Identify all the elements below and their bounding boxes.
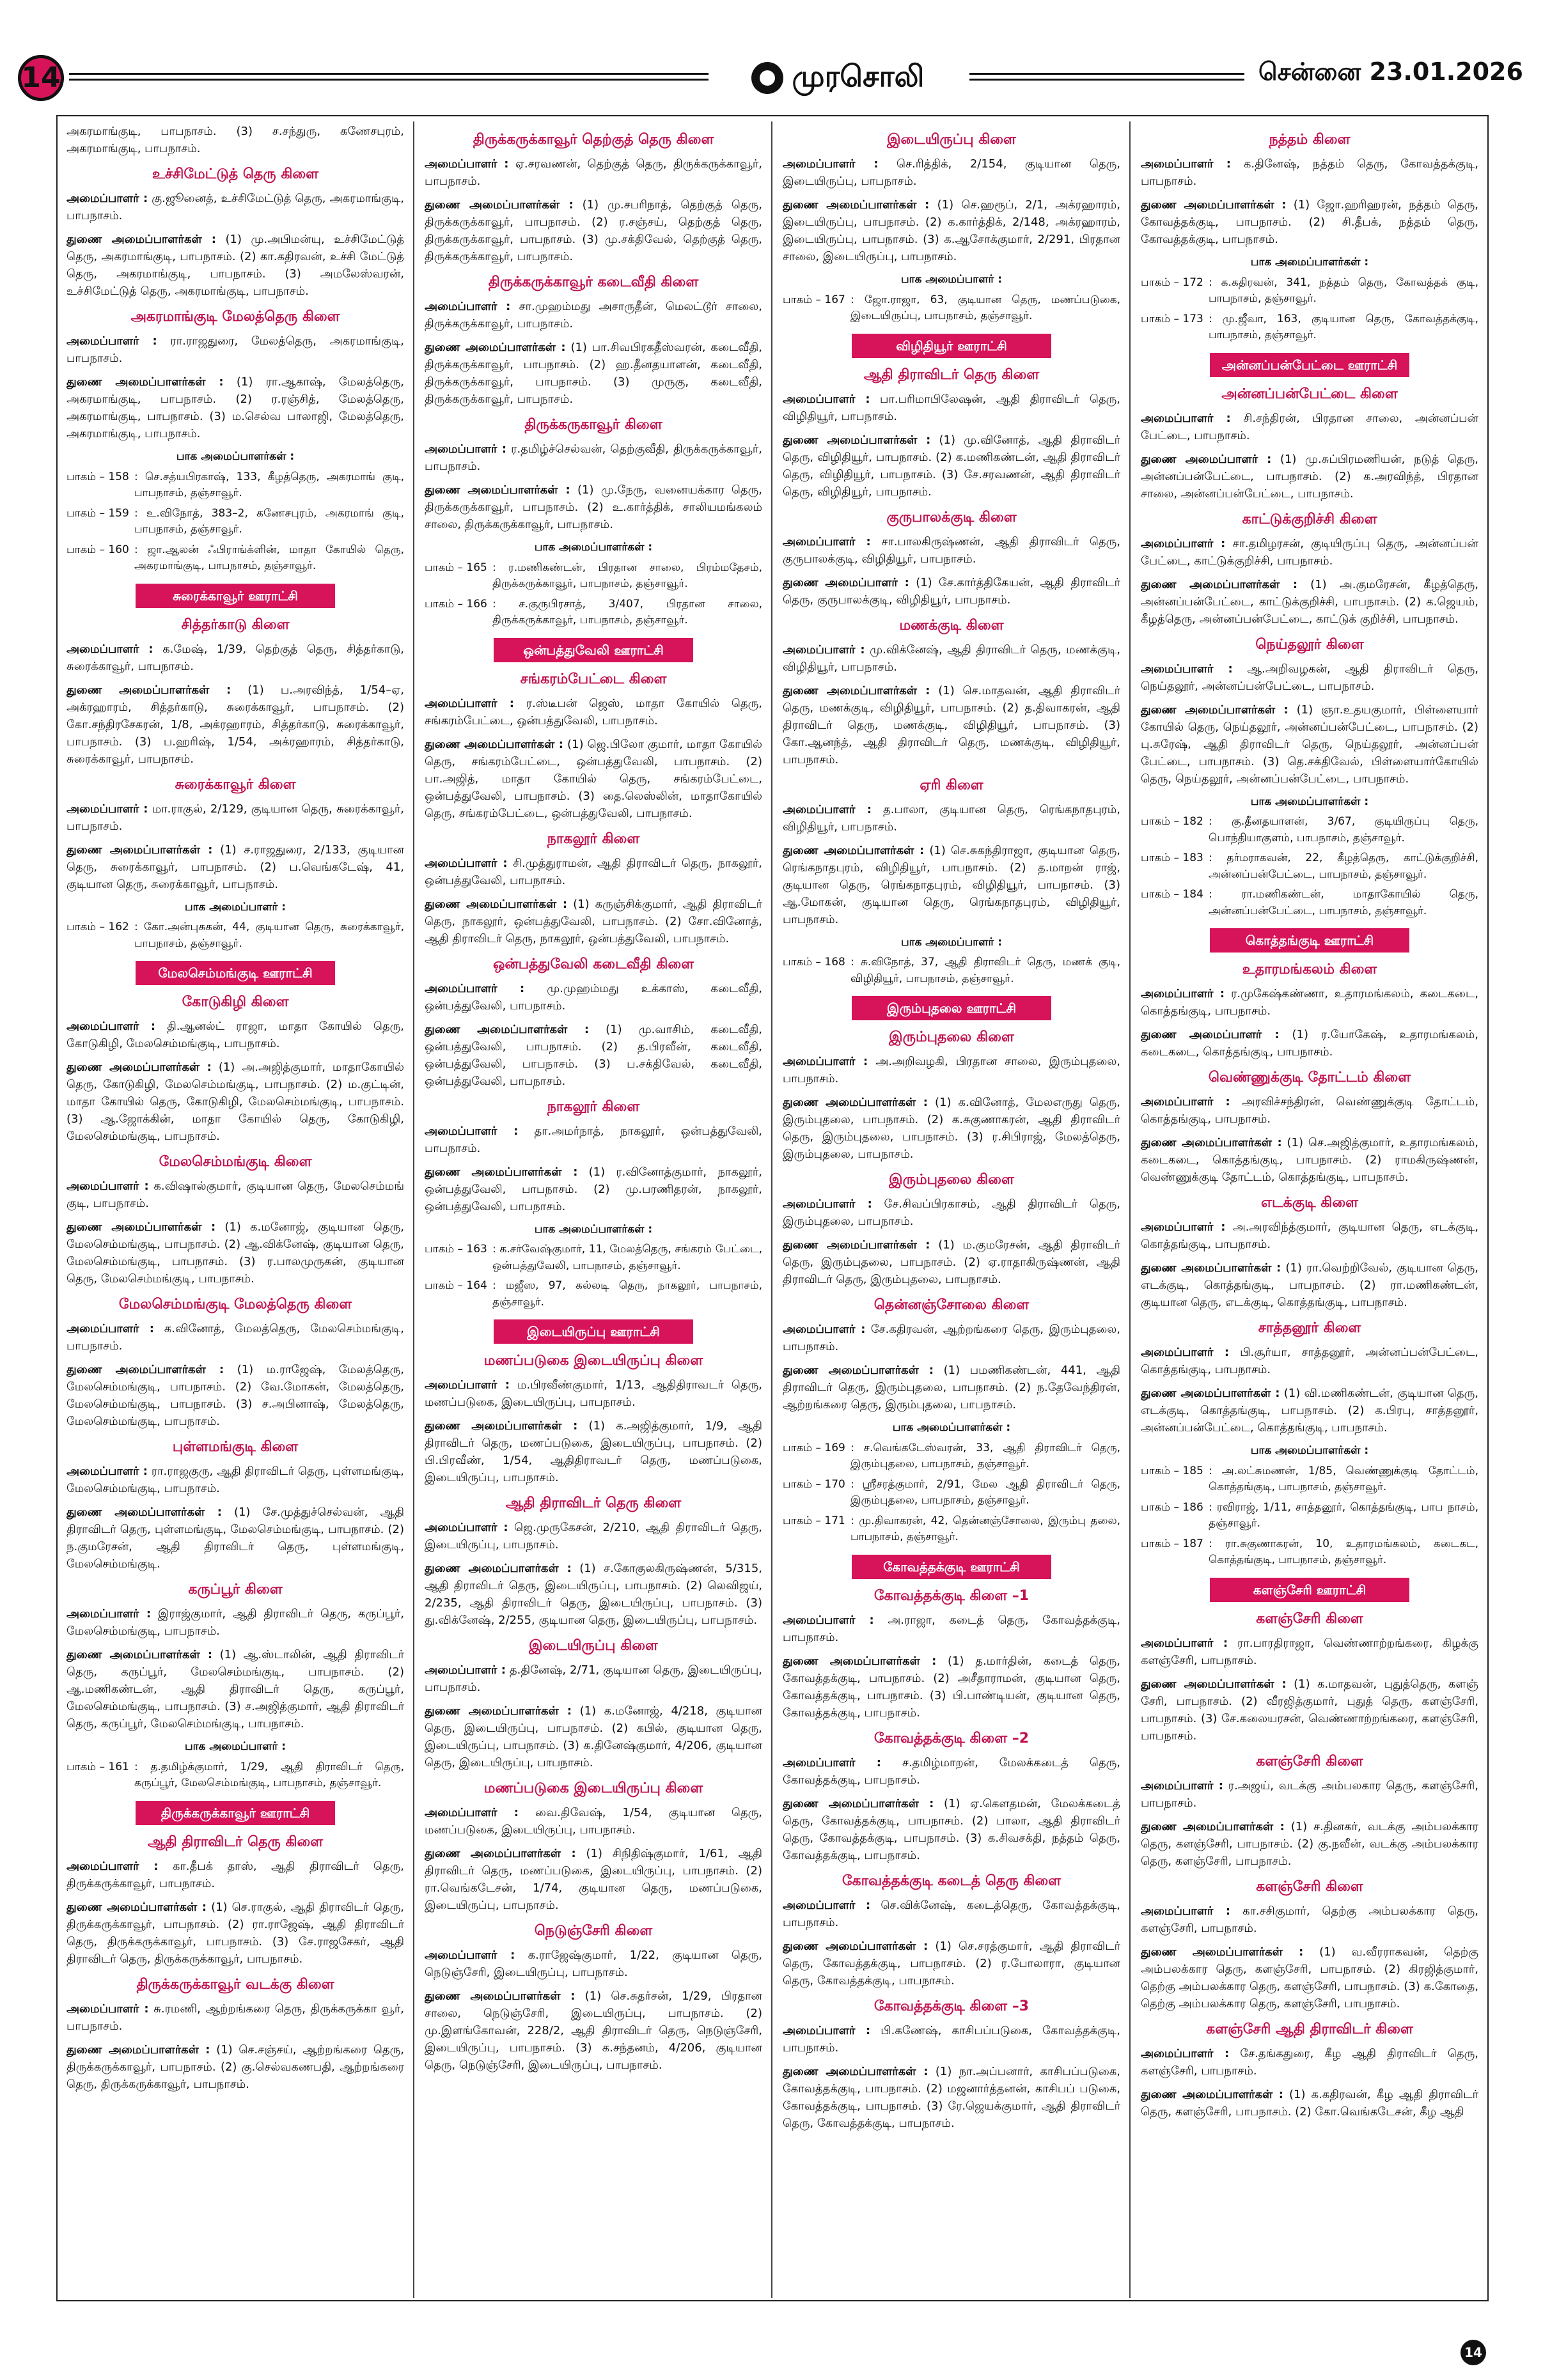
branch-block: நத்தம் கிளை அமைப்பாளர் : க.தினேஷ், நத்தம் தெரு, கோவத்தக்குடி, பாபநாசம். துணை அமைப்பாளர்கள் : (1) ஜோ.ஹரிஹரன், நத்தம் தெரு, கோவத்தக்குடி, பாபநாசம். (2) சி.தீபக், நத்தம் தெரு, கோவத்தக்குடி, பாபநாசம். பாக அமைப்பாளர்கள் : பாகம் – 172 : க.கதிரவன், 341, நத்தம் தெரு, கோவத்தக் குடி, பாபநாசம், தஞ்சாவூர். பாகம் – 173 : மு.ஜீவா, 163, குடியான தெரு, கோவத்தக்குடி, பாபநாசம், தஞ்சாவூர். (1141, 129, 1478, 344)
branch-title: களஞ்சேரி கிளை (1256, 1610, 1363, 1627)
branch-title: அகரமாங்குடி மேலத்தெரு கிளை (130, 309, 340, 325)
branch-title: உச்சிமேட்டுத் தெரு கிளை (152, 166, 319, 182)
branch-title: குருபாலக்குடி கிளை (886, 509, 1017, 525)
local-body-banner: இடையிருப்பு ஊராட்சி (494, 1319, 693, 1344)
part-organisers-head: பாக அமைப்பாளர் : (184, 900, 286, 914)
branch-block: ஆதி திராவிடர் தெரு கிளை அமைப்பாளர் : கா.தீபக் தாஸ், ஆதி திராவிடர் தெரு, திருக்கருக்காவூர், பாபநாசம். துணை அமைப்பாளர்கள் : (1) செ.ராகுல், ஆதி திராவிடர் தெரு, திருக்கருக்காவூர், பாபநாசம். (2) ரா.ராஜேஷ், ஆதி திராவிடர் தெரு, திருக்கருக்காவூர், பாபநாசம். (3) சே.ராஜசேகர், ஆதி திராவிடர் தெரு, திருக்கருக்காவூர், பாபநாசம். (67, 1832, 404, 1968)
branch-title: கருப்பூர் கிளை (188, 1582, 283, 1598)
branch-title: சங்கரம்பேட்டை கிளை (520, 671, 667, 687)
part-row: பாகம் – 182 : கு.தீனதயாளன், 3/67, குடியிருப்பு தெரு, பொந்தியாகுளம், பாபநாசம், தஞ்சாவூர். (1141, 815, 1478, 844)
local-body-banner: திருக்கருக்காவூர் ஊராட்சி (136, 1801, 335, 1825)
branch-title: காட்டுக்குறிச்சி கிளை (1242, 511, 1377, 527)
branch-block: களஞ்சேரி கிளை அமைப்பாளர் : கா.சசிகுமார், தெற்கு அம்பலக்கார தெரு, களஞ்சேரி, பாபநாசம். துணை அமைப்பாளர்கள் : (1) வ.வீரராகவன், தெற்கு அம்பலக்கார தெரு, களஞ்சேரி, பாபநாசம். (2) கிரஜித்குமார், தெற்கு அம்பலக்கார தெரு, களஞ்சேரி, பாபநாசம். (3) க.கோதை, தெற்கு அம்பலக்கார தெரு, களஞ்சேரி, பாபநாசம். (1141, 1876, 1478, 2012)
column-divider (771, 121, 772, 2298)
part-row: பாகம் – 160 : ஜா.ஆலன் ஃபிராங்க்ளின், மாதா கோயில் தெரு, அகரமாங்குடி, பாபநாசம், தஞ்சாவூர். (67, 543, 404, 572)
branch-block: மணக்குடி கிளை அமைப்பாளர் : மு.விக்னேஷ், ஆதி திராவிடர் தெரு, மணக்குடி, விழிதியூர், பாபநாசம். துணை அமைப்பாளர்கள் : (1) செ.மாதவன், ஆதி திராவிடர் தெரு, மணக்குடி, விழிதியூர், பாபநாசம். (2) த.திவாகரன், ஆதி திராவிடர் தெரு, மணக்குடி, விழிதியூர், பாபநாசம். (3) கோ.ஆனந்த், ஆதி திராவிடர் தெரு, மணக்குடி, விழிதியூர், பாபநாசம். (783, 615, 1120, 768)
branch-block: குருபாலக்குடி கிளை அமைப்பாளர் : சா.பாலகிருஷ்ணன், ஆதி திராவிடர் தெரு, குருபாலக்குடி, விழிதியூர், பாபநாசம். துணை அமைப்பாளர் : (1) சே.கார்த்திகேயன், ஆதி திராவிடர் தெரு, குருபாலக்குடி, விழிதியூர், பாபநாசம். (783, 507, 1120, 609)
branch-block: வெண்ணுக்குடி தோட்டம் கிளை அமைப்பாளர் : அரவிச்சந்திரன், வெண்ணுக்குடி தோட்டம், கொத்தங்குடி, பாபநாசம். துணை அமைப்பாளர்கள் : (1) செ.அஜித்குமார், உதாரமங்கலம், கடைகடை, கொத்தங்குடி, பாபநாசம். (2) ராமகிருஷ்ணன், வெண்ணுக்குடி தோட்டம், கொத்தங்குடி, பாபநாசம். (1141, 1067, 1478, 1186)
part-row: பாகம் – 158 : செ.சத்யபிரகாஷ், 133, கீழத்தெரு, அகரமாங் குடி, பாபநாசம், தஞ்சாவூர். (67, 470, 404, 499)
part-row: பாகம் – 184 : ரா.மணிகண்டன், மாதாகோயில் தெரு, அன்னப்பன்பேட்டை, பாபநாசம், தஞ்சாவூர். (1141, 888, 1478, 917)
branch-block: கோவத்தக்குடி கிளை –1 அமைப்பாளர் : அ.ராஜா, கடைத் தெரு, கோவத்தக்குடி, பாபநாசம். துணை அமைப்பாளர்கள் : (1) த.மார்தின், கடைத் தெரு, கோவத்தக்குடி, பாபநாசம். (2) அசீதாராமன், குடியான தெரு, கோவத்தக்குடி, பாபநாசம். (3) பி.பாண்டியன், குடியான தெரு, கோவத்தக்குடி, பாபநாசம். (783, 1585, 1120, 1722)
branch-title: வெண்ணுக்குடி தோட்டம் கிளை (1208, 1069, 1411, 1085)
branch-title: மணக்குடி கிளை (899, 617, 1004, 634)
branch-block: உதாரமங்கலம் கிளை அமைப்பாளர் : ர.முகேஷ்கண்ணா, உதாரமங்கலம், கடைகடை, கொத்தங்குடி, பாபநாசம். துணை அமைப்பாளர் : (1) ர.யோகேஷ், உதாரமங்கலம், கடைகடை, கொத்தங்குடி, பாபநாசம். (1141, 959, 1478, 1061)
branch-title: இரும்புதலை கிளை (889, 1029, 1014, 1045)
branch-title: களஞ்சேரி கிளை (1256, 1753, 1363, 1769)
local-body-banner: இரும்புதலை ஊராட்சி (852, 996, 1051, 1020)
part-row: பாகம் – 171 : மு.திவாகரன், 42, தென்னஞ்சோலை, இரும்பு தலை, பாபநாசம், தஞ்சாவூர். (783, 1514, 1120, 1543)
masthead-rule-left (69, 73, 709, 81)
branch-title: களஞ்சேரி ஆதி திராவிடர் கிளை (1206, 2021, 1413, 2037)
branch-block: ஒன்பத்துவேலி கடைவீதி கிளை அமைப்பாளர் : மு.முஹம்மது உக்காஸ், கடைவீதி, ஒன்பத்துவேலி, பாபநாசம். துணை அமைப்பாளர்கள் : (1) மு.வாசிம், கடைவீதி, ஒன்பத்துவேலி, பாபநாசம். (2) த.பிரவீன், கடைவீதி, ஒன்பத்துவேலி, பாபநாசம். (3) ப.சக்திவேல், கடைவீதி, ஒன்பத்துவேலி, பாபநாசம். (425, 954, 762, 1090)
local-body-banner: சுரைக்காவூர் ஊராட்சி (136, 584, 335, 608)
branch-title: இரும்புதலை கிளை (889, 1172, 1014, 1188)
masthead (13, 54, 1530, 102)
part-row: பாகம் – 168 : சு.விநோத், 37, ஆதி திராவிடர் தெரு, மணக் குடி, விழிதியூர், பாபநாசம், தஞ்சாவூர். (783, 956, 1120, 985)
part-organisers-head: பாக அமைப்பாளர்கள் : (176, 450, 295, 463)
branch-title: நாகலூர் கிளை (547, 830, 640, 847)
part-organisers-head: பாக அமைப்பாளர்கள் : (892, 1421, 1011, 1434)
column-3 (783, 123, 1120, 2296)
column-divider (1129, 121, 1131, 2298)
branch-title: சுரைக்காவூர் கிளை (175, 776, 296, 793)
part-organisers-head: பாக அமைப்பாளர் : (184, 1740, 286, 1753)
branch-title: நத்தம் கிளை (1269, 132, 1351, 148)
part-row: பாகம் – 167 : ஜோ.ராஜா, 63, குடியான தெரு, மணப்படுகை, இடையிருப்பு, பாபநாசம், தஞ்சாவூர். (783, 293, 1120, 322)
branch-title: நெய்தலூர் கிளை (1255, 636, 1364, 653)
branch-block: களஞ்சேரி கிளை அமைப்பாளர் : ரா.பாரதிராஜா, வெண்ணாற்றங்கரை, கிழக்கு களஞ்சேரி, பாபநாசம். துணை அமைப்பாளர்கள் : (1) க.மாதவன், புதுத்தெரு, களஞ் சேரி, பாபநாசம். (2) வீரஜித்குமார், புதுத் தெரு, களஞ்சேரி, பாபநாசம். (3) சே.கலையரசன், வெண்ணாற்றங்கரை, களஞ்சேரி, பாபநாசம். (1141, 1608, 1478, 1745)
branch-title: சாத்தனூர் கிளை (1258, 1320, 1361, 1336)
branch-block: மணப்படுகை இடையிருப்பு கிளை அமைப்பாளர் : ம.பிரவீண்குமார், 1/13, ஆதிதிராவடர் தெரு, மணப்படுகை, இடையிருப்பு, பாபநாசம். துணை அமைப்பாளர்கள் : (1) க.அஜித்குமார், 1/9, ஆதி திராவிடர் தெரு, மணப்படுகை, இடையிருப்பு, பாபநாசம். (2) பி.பிரவீண், 1/54, ஆதிதிராவடர் தெரு, மணப்படுகை, இடையிருப்பு, பாபநாசம். (425, 1350, 762, 1486)
local-body-banner: ஒன்பத்துவேலி ஊராட்சி (494, 638, 693, 662)
branch-block: அன்னப்பன்பேட்டை கிளை அமைப்பாளர் : சி.சந்திரன், பிரதான சாலை, அன்னப்பன் பேட்டை, பாபநாசம். துணை அமைப்பாளர் : (1) மு.சுப்பிரமணியன், நடுத் தெரு, அன்னப்பன்பேட்டை, பாபநாசம். (2) க.அரவிந்த், பிரதான சாலை, அன்னப்பன்பேட்டை, பாபநாசம். (1141, 384, 1478, 502)
branch-title: மேலசெம்மங்குடி மேலத்தெரு கிளை (118, 1296, 352, 1312)
branch-title: திருக்கருகாவூர் கிளை (524, 417, 662, 433)
branch-title: மணப்படுகை இடையிருப்பு கிளை (483, 1780, 703, 1796)
column-4 (1141, 123, 1478, 2296)
part-row: பாகம் – 185 : அ.லட்சுமணன், 1/85, வெண்ணுக்குடி தோட்டம், கொத்தங்குடி, பாபநாசம், தஞ்சாவூர். (1141, 1464, 1478, 1493)
footer-page-number: 14 (1461, 2340, 1486, 2365)
local-body-banner: விழிதியூர் ஊராட்சி (852, 334, 1051, 358)
branch-block: இரும்புதலை கிளை அமைப்பாளர் : சே.சிவப்பிரகாசம், ஆதி திராவிடர் தெரு, இரும்புதலை, பாபநாசம். துணை அமைப்பாளர்கள் : (1) ம.குமரேசன், ஆதி திராவிடர் தெரு, இரும்புதலை, பாபநாசம். (2) ஏ.ராதாகிருஷ்ணன், ஆதி திராவிடர் தெரு, இரும்புதலை, பாபநாசம். (783, 1169, 1120, 1288)
branch-block: அகரமாங்குடி மேலத்தெரு கிளை அமைப்பாளர் : ரா.ராஜதுரை, மேலத்தெரு, அகரமாங்குடி, பாபநாசம். துணை அமைப்பாளர்கள் : (1) ரா.ஆகாஷ், மேலத்தெரு, அகரமாங்குடி, பாபநாசம். (2) ர.ரஞ்சித், மேலத்தெரு, அகரமாங்குடி, பாபநாசம். (3) ம.செல்வ பாலாஜி, மேலத்தெரு, அகரமாங்குடி, பாபநாசம். பாக அமைப்பாளர்கள் : பாகம் – 158 : செ.சத்யபிரகாஷ், 133, கீழத்தெரு, அகரமாங் குடி, பாபநாசம், தஞ்சாவூர். பாகம் – 159 : உ.விநோத், 383–2, கணேசபுரம், அகரமாங் குடி, பாபநாசம், தஞ்சாவூர். பாகம் – 160 : ஜா.ஆலன் ஃபிராங்க்ளின், மாதா கோயில் தெரு, அகரமாங்குடி, பாபநாசம், தஞ்சாவூர். (67, 306, 404, 575)
branch-block: மேலசெம்மங்குடி மேலத்தெரு கிளை அமைப்பாளர் : க.வினோத், மேலத்தெரு, மேலசெம்மங்குடி, பாபநாசம். துணை அமைப்பாளர்கள் : (1) ம.ராஜேஷ், மேலத்தெரு, மேலசெம்மங்குடி, பாபநாசம். (2) வே.மோகன், மேலத்தெரு, மேலசெம்மங்குடி, பாபநாசம். (3) ச.அபினாஷ், மேலத்தெரு, மேலசெம்மங்குடி, பாபநாசம். (67, 1294, 404, 1430)
page-number-badge: 14 (18, 55, 64, 101)
branch-title: ஆதி திராவிடர் தெரு கிளை (147, 1833, 324, 1850)
column-2 (425, 123, 762, 2296)
part-organisers-head: பாக அமைப்பாளர்கள் : (1250, 256, 1369, 268)
branch-title: சித்தர்காடு கிளை (181, 616, 290, 633)
branch-title: இடையிருப்பு கிளை (887, 132, 1016, 148)
part-row: பாகம் – 162 : கோ.அன்புசுகன், 44, குடியான தெரு, சுரைக்காவூர், பாபநாசம், தஞ்சாவூர். (67, 921, 404, 950)
part-row: பாகம் – 163 : க.சர்வேஷ்குமார், 11, மேலத்தெரு, சங்கரம் பேட்டை, ஒன்பத்துவேலி, பாபநாசம், தஞ்சாவூர். (425, 1243, 762, 1272)
local-body-banner: மேலசெம்மங்குடி ஊராட்சி (136, 961, 335, 985)
branch-block: களஞ்சேரி கிளை அமைப்பாளர் : ர.அஜய், வடக்கு அம்பலகார தெரு, களஞ்சேரி, பாபநாசம். துணை அமைப்பாளர்கள் : (1) ச.தினகர், வடக்கு அம்பலக்கார தெரு, களஞ்சேரி, பாபநாசம். (2) கு.நவீன், வடக்கு அம்பலக்கார தெரு, களஞ்சேரி, பாபநாசம். (1141, 1751, 1478, 1870)
branch-title: நெடுஞ்சேரி கிளை (534, 1923, 653, 1939)
branch-title: மணப்படுகை இடையிருப்பு கிளை (483, 1353, 703, 1369)
branch-block: கோவத்தக்குடி கிளை –2 அமைப்பாளர் : ச.தமிழ்மாறன், மேலக்கடைத் தெரு, கோவத்தக்குடி, பாபநாசம். துணை அமைப்பாளர்கள் : (1) ஏ.கௌதமன், மேலக்கடைத் தெரு, கோவத்தக்குடி, பாபநாசம். (2) பாலா, ஆதி திராவிடர் தெரு, கோவத்தக்குடி, பாபநாசம். (3) க.சிவசக்தி, நத்தம் தெரு, கோவத்தக்குடி, பாபநாசம். (783, 1728, 1120, 1864)
column-divider (413, 121, 414, 2298)
branch-title: அன்னப்பன்பேட்டை கிளை (1221, 385, 1398, 402)
dateline-date: 23.01.2026 (1369, 58, 1523, 86)
branch-block: கருப்பூர் கிளை அமைப்பாளர் : இராஜ்குமார், ஆதி திராவிடர் தெரு, கருப்பூர், மேலசெம்மங்குடி, பாபநாசம். துணை அமைப்பாளர்கள் : (1) ஆ.ஸ்டாலின், ஆதி திராவிடர் தெரு, கருப்பூர், மேலசெம்மங்குடி, பாபநாசம். (2) ஆ.மணிகண்டன், ஆதி திராவிடர் தெரு, கருப்பூர், மேலசெம்மங்குடி, பாபநாசம். (3) ச.அஜித்குமார், ஆதி திராவிடர் தெரு, கருப்பூர், மேலசெம்மங்குடி, பாபநாசம். பாக அமைப்பாளர் : பாகம் – 161 : த.தமிழ்க்குமார், 1/29, ஆதி திராவிடர் தெரு, கருப்பூர், மேலசெம்மங்குடி, பாபநாசம், தஞ்சாவூர். (67, 1579, 404, 1792)
logo-emblem-icon (751, 62, 783, 94)
local-body-banner: கோவத்தக்குடி ஊராட்சி (852, 1555, 1051, 1579)
part-organisers-head: பாக அமைப்பாளர்கள் : (1250, 1444, 1369, 1457)
part-row: பாகம் – 164 : மஜீஸ, 97, கல்லடி தெரு, நாகலூர், பாபநாசம், தஞ்சாவூர். (425, 1279, 762, 1309)
column-1 (67, 123, 404, 2296)
masthead-rule-right (969, 73, 1244, 81)
branch-title: கோவத்தக்குடி கிளை –3 (873, 1998, 1030, 2014)
branch-block: சுரைக்காவூர் கிளை அமைப்பாளர் : மா.ராகுல், 2/129, குடியான தெரு, சுரைக்காவூர், பாபநாசம். துணை அமைப்பாளர்கள் : (1) ச.ராஜதுரை, 2/133, குடியான தெரு, சுரைக்காவூர், பாபநாசம். (2) ப.வெங்கடேஷ், 41, குடியான தெரு, சுரைக்காவூர், பாபநாசம். பாக அமைப்பாளர் : பாகம் – 162 : கோ.அன்புசுகன், 44, குடியான தெரு, சுரைக்காவூர், பாபநாசம், தஞ்சாவூர். (67, 774, 404, 953)
branch-title: கோவத்தக்குடி கிளை –2 (873, 1730, 1030, 1746)
part-row: பாகம் – 172 : க.கதிரவன், 341, நத்தம் தெரு, கோவத்தக் குடி, பாபநாசம், தஞ்சாவூர். (1141, 276, 1478, 305)
part-organisers-head: பாக அமைப்பாளர்கள் : (534, 541, 653, 554)
logo-text: முரசொலி (792, 58, 925, 93)
branch-block: திருக்கருக்காவூர் தெற்குத் தெரு கிளை அமைப்பாளர் : ஏ.சரவணன், தெற்குத் தெரு, திருக்கருக்காவூர், பாபநாசம். துணை அமைப்பாளர்கள் : (1) மு.சபரிநாத், தெற்குத் தெரு, திருக்கருக்காவூர், பாபநாசம். (2) ர.சஞ்சய், தெற்குத் தெரு, திருக்கருக்காவூர், பாபநாசம். (3) மு.சக்திவேல், தெற்குத் தெரு, திருக்கருக்காவூர், பாபநாசம். (425, 129, 762, 265)
branch-block: சங்கரம்பேட்டை கிளை அமைப்பாளர் : ர.ஸ்டீபன் ஜெஸ், மாதா கோயில் தெரு, சங்கரம்பேட்டை, ஒன்பத்துவேலி, பாபநாசம். துணை அமைப்பாளர்கள் : (1) ஜெ.பிலோ குமார், மாதா கோயில் தெரு, சங்கரம்பேட்டை, ஒன்பத்துவேலி, பாபநாசம். (2) பா.அஜித், மாதா கோயில் தெரு, சங்கரம்பேட்டை, ஒன்பத்துவேலி, பாபநாசம். (3) தை.லெஸ்லின், மாதாகோயில் தெரு, சங்கரம்பேட்டை, ஒன்பத்துவேலி, பாபநாசம். (425, 669, 762, 822)
continued-text: அகரமாங்குடி, பாபநாசம். (3) ச.சந்துரு, கணேசபுரம், அகரமாங்குடி, பாபநாசம். (67, 125, 404, 155)
branch-block: திருக்கருக்காவூர் வடக்கு கிளை அமைப்பாளர் : சு.ரமணி, ஆற்றங்கரை தெரு, திருக்கருக்கா வூர், பாபநாசம். துணை அமைப்பாளர்கள் : (1) செ.சஞ்சய், ஆற்றங்கரை தெரு, திருக்கருக்காவூர், பாபநாசம். (2) கு.செல்வகணபதி, ஆற்றங்கரை தெரு, திருக்கருக்காவூர், பாபநாசம். (67, 1974, 404, 2093)
branch-title: ஒன்பத்துவேலி கடைவீதி கிளை (492, 956, 694, 972)
branch-block: மணப்படுகை இடையிருப்பு கிளை அமைப்பாளர் : வை.திவேஷ், 1/54, குடியான தெரு, மணப்படுகை, இடையிருப்பு, பாபநாசம். துணை அமைப்பாளர்கள் : (1) சிநிதிஷ்குமார், 1/61, ஆதி திராவிடர் தெரு, மணப்படுகை, இடையிருப்பு, பாபநாசம். (2) ரா.வெங்கடேசன், 1/74, குடியான தெரு, மணப்படுகை, இடையிருப்பு, பாபநாசம். (425, 1778, 762, 1914)
part-organisers-head: பாக அமைப்பாளர் : (900, 935, 1003, 949)
part-organisers-head: பாக அமைப்பாளர் : (900, 273, 1003, 286)
newspaper-logo (716, 56, 959, 100)
branch-title: இடையிருப்பு கிளை (529, 1638, 658, 1654)
branch-block: மேலசெம்மங்குடி கிளை அமைப்பாளர் : க.விஷால்குமார், குடியான தெரு, மேலசெம்மங் குடி, பாபநாசம். துணை அமைப்பாளர்கள் : (1) க.மனோஜ், குடியான தெரு, மேலசெம்மங்குடி, பாபநாசம். (2) ஆ.விக்னேஷ், குடியான தெரு, மேலசெம்மங்குடி, பாபநாசம். (3) ர.பாலமுருகன், குடியான தெரு, மேலசெம்மங்குடி, பாபநாசம். (67, 1151, 404, 1287)
branch-title: கோவத்தக்குடி கடைத் தெரு கிளை (842, 1872, 1061, 1889)
branch-title: நாகலூர் கிளை (547, 1098, 640, 1115)
part-organisers-head: பாக அமைப்பாளர்கள் : (534, 1222, 653, 1236)
part-row: பாகம் – 161 : த.தமிழ்க்குமார், 1/29, ஆதி திராவிடர் தெரு, கருப்பூர், மேலசெம்மங்குடி, பாபநாசம், தஞ்சாவூர். (67, 1760, 404, 1789)
branch-title: ஏரி கிளை (920, 777, 983, 793)
branch-block: சாத்தனூர் கிளை அமைப்பாளர் : பி.சூர்யா, சாத்தனூர், அன்னப்பன்பேட்டை, கொத்தங்குடி, பாபநாசம். துணை அமைப்பாளர்கள் : (1) வி.மணிகண்டன், குடியான தெரு, எடக்குடி, கொத்தங்குடி, பாபநாசம். (2) க.பிரபு, சாத்தனூர், அன்னப்பன்பேட்டை, கொத்தங்குடி, பாபநாசம். பாக அமைப்பாளர்கள் : பாகம் – 185 : அ.லட்சுமணன், 1/85, வெண்ணுக்குடி தோட்டம், கொத்தங்குடி, பாபநாசம், தஞ்சாவூர். பாகம் – 186 : ரவிராஜ், 1/11, சாத்தனூர், கொத்தங்குடி, பாப நாசம், தஞ்சாவூர். பாகம் – 187 : ரா.சுகுணாகரன், 10, உதாரமங்கலம், கடைகட, கொத்தங்குடி, பாபநாசம், தஞ்சாவூர். (1141, 1318, 1478, 1569)
branch-block: களஞ்சேரி ஆதி திராவிடர் கிளை அமைப்பாளர் : சே.தங்கதுரை, கீழ ஆதி திராவிடர் தெரு, களஞ்சேரி, பாபநாசம். துணை அமைப்பாளர்கள் : (1) க.கதிரவன், கீழ ஆதி திராவிடர் தெரு, களஞ்சேரி, பாபநாசம். (2) கோ.வெங்கடேசன், கீழ ஆதி (1141, 2019, 1478, 2120)
branch-title: எடக்குடி கிளை (1260, 1195, 1359, 1211)
dateline (1258, 58, 1523, 89)
branch-block: கோவத்தக்குடி கிளை –3 அமைப்பாளர் : பி.கணேஷ், காசிபப்படுகை, கோவத்தக்குடி, பாபநாசம். துணை அமைப்பாளர்கள் : (1) நா.அப்பனார், காசிபப்படுகை, கோவத்தக்குடி, பாபநாசம். (2) மஜனார்த்தனன், காசிபப் படுகை, கோவத்தக்குடி, பாபநாசம். (3) ரே.ஜெயக்குமார், ஆதி திராவிடர் தெரு, கோவத்தக்குடி, பாபநாசம். (783, 1996, 1120, 2132)
branch-block: சித்தர்காடு கிளை அமைப்பாளர் : க.மேஷ், 1/39, தெற்குத் தெரு, சித்தர்காடு, சுரைக்காவூர், பாபநாசம். துணை அமைப்பாளர்கள் : (1) ப.அரவிந்த், 1/54–ஏ, அக்ரஹாரம், சித்தர்காடு, சுரைக்காவூர், பாபநாசம். (2) கோ.சந்திரசேகரன், 1/8, அக்ரஹாரம், சித்தர்காடு, சுரைக்காவூர், பாபநாசம். (3) ப.ஹரிஷ், 1/54, அக்ரஹாரம், சித்தர்காடு, சுரைக்காவூர், பாபநாசம். (67, 614, 404, 768)
branch-block: கோவத்தக்குடி கடைத் தெரு கிளை அமைப்பாளர் : செ.விக்னேஷ், கடைத்தெரு, கோவத்தக்குடி, பாபநாசம். துணை அமைப்பாளர்கள் : (1) செ.சரத்குமார், ஆதி திராவிடர் தெரு, கோவத்தக்குடி, பாபநாசம். (2) ர.போலாரா, குடியான தெரு, கோவத்தக்குடி, பாபநாசம். (783, 1871, 1120, 1989)
branch-block: கோடுகிழி கிளை அமைப்பாளர் : தி.ஆனல்ட் ராஜா, மாதா கோயில் தெரு, கோடுகிழி, மேலசெம்மங்குடி, பாபநாசம். துணை அமைப்பாளர்கள் : (1) அ.அஜித்குமார், மாதாகோயில் தெரு, கோடுகிழி, மேலசெம்மங்குடி, பாபநாசம். (2) ம.குட்டின், மாதா கோயில் தெரு, கோடுகிழி, மேலசெம்மங்குடி, பாபநாசம். (3) ஆ.ஜோக்கின், மாதா கோயில் தெரு, கோடுகிழி, மேலசெம்மங்குடி, பாபநாசம். (67, 992, 404, 1145)
branch-title: கோடுகிழி கிளை (182, 994, 289, 1010)
part-row: பாகம் – 173 : மு.ஜீவா, 163, குடியான தெரு, கோவத்தக்குடி, பாபநாசம், தஞ்சாவூர். (1141, 312, 1478, 341)
branch-title: களஞ்சேரி கிளை (1256, 1878, 1363, 1895)
branch-block: திருக்கருகாவூர் கிளை அமைப்பாளர் : ர.தமிழ்ச்செல்வன், தெற்குவீதி, திருக்கருக்காவூர், பாபநாசம். துணை அமைப்பாளர்கள் : (1) மு.நேரு, வனையக்கார தெரு, திருக்கருக்காவூர், பாபநாசம். (2) உ.கார்த்திக், சாலியமங்கலம் சாலை, திருக்கருக்காவூர், பாபநாசம். பாக அமைப்பாளர்கள் : பாகம் – 165 : ர.மணிகண்டன், பிரதான சாலை, பிரம்மதேசம், திருக்கருக்காவூர், பாபநாசம், தஞ்சாவூர். பாகம் – 166 : ச.குருபிரசாத், 3/407, பிரதான சாலை, திருக்கருக்காவூர், பாபநாசம், தஞ்சாவூர். (425, 414, 762, 629)
branch-block: இடையிருப்பு கிளை அமைப்பாளர் : த.தினேஷ், 2/71, குடியான தெரு, இடையிருப்பு, பாபநாசம். துணை அமைப்பாளர்கள் : (1) க.மனோஜ், 4/218, குடியான தெரு, இடையிருப்பு, பாபநாசம். (2) கபில், குடியான தெரு, இடையிருப்பு, பாபநாசம். (3) க.தினேஷ்குமார், 4/206, குடியான தெரு, இடையிருப்பு, பாபநாசம். (425, 1635, 762, 1771)
branch-block: ஏரி கிளை அமைப்பாளர் : த.பாலா, குடியான தெரு, ரெங்கநாதபுரம், விழிதியூர், பாபநாசம். துணை அமைப்பாளர்கள் : (1) செ.சுகந்திராஜா, குடியான தெரு, ரெங்கநாதபுரம், விழிதியூர், பாபநாசம். (2) த.மாறன் ராஜ், குடியான தெரு, ரெங்கநாதபுரம், விழிதியூர், பாபநாசம். (3) ஆ.மோகன், குடியான தெரு, ரெங்கநாதபுரம், விழிதியூர், பாபநாசம். பாக அமைப்பாளர் : பாகம் – 168 : சு.விநோத், 37, ஆதி திராவிடர் தெரு, மணக் குடி, விழிதியூர், பாபநாசம், தஞ்சாவூர். (783, 775, 1120, 988)
branch-block: நாகலூர் கிளை அமைப்பாளர் : சி.முத்துராமன், ஆதி திராவிடர் தெரு, நாகலூர், ஒன்பத்துவேலி, பாபநாசம். துணை அமைப்பாளர்கள் : (1) கருஞ்சிக்குமார், ஆதி திராவிடர் தெரு, நாகலூர், ஒன்பத்துவேலி, பாபநாசம். (2) சோ.வினோத், ஆதி திராவிடர் தெரு, நாகலூர், ஒன்பத்துவேலி, பாபநாசம். (425, 828, 762, 947)
part-row: பாகம் – 159 : உ.விநோத், 383–2, கணேசபுரம், அகரமாங் குடி, பாபநாசம், தஞ்சாவூர். (67, 506, 404, 536)
branch-block: திருக்கருக்காவூர் கடைவீதி கிளை அமைப்பாளர் : சா.முஹம்மது அசாருதீன், மெலட்டூர் சாலை, திருக்கருக்காவூர், பாபநாசம். துணை அமைப்பாளர்கள் : (1) பா.சிவபிரகதீஸ்வரன், கடைவீதி, திருக்கருக்காவூர், பாபநாசம். (2) ஹ.தீனதயாளன், கடைவீதி, திருக்கருக்காவூர், பாபநாசம். (3) முருகு, கடைவீதி, திருக்கருக்காவூர், பாபநாசம். (425, 272, 762, 408)
local-body-banner: களஞ்சேரி ஊராட்சி (1210, 1578, 1409, 1602)
branch-title: உதாரமங்கலம் கிளை (1242, 961, 1377, 977)
part-row: பாகம் – 186 : ரவிராஜ், 1/11, சாத்தனூர், கொத்தங்குடி, பாப நாசம், தஞ்சாவூர். (1141, 1500, 1478, 1530)
branch-block: இரும்புதலை கிளை அமைப்பாளர் : அ.அறிவழகி, பிரதான சாலை, இரும்புதலை, பாபநாசம். துணை அமைப்பாளர்கள் : (1) க.வினோத், மேலஎருது தெரு, இரும்புதலை, பாபநாசம். (2) க.சுகுணாகரன், ஆதி திராவிடர் தெரு, இரும்புதலை, பாபநாசம். (3) ர.சிபிராஜ், மேலத்தெரு, இரும்புதலை, பாபநாசம். (783, 1027, 1120, 1163)
branch-block: இடையிருப்பு கிளை அமைப்பாளர் : செ.ரித்திக், 2/154, குடியான தெரு, இடையிருப்பு, பாபநாசம். துணை அமைப்பாளர்கள் : (1) செ.ஹரூப், 2/1, அக்ரஹாரம், இடையிருப்பு, பாபநாசம். (2) க.கார்த்திக், 2/148, அக்ரஹாரம், இடையிருப்பு, பாபநாசம். (3) க.ஆசோக்குமார், 2/291, பிரதான சாலை, இடையிருப்பு, பாபநாசம். பாக அமைப்பாளர் : பாகம் – 167 : ஜோ.ராஜா, 63, குடியான தெரு, மணப்படுகை, இடையிருப்பு, பாபநாசம், தஞ்சாவூர். (783, 129, 1120, 325)
branch-block: நெய்தலூர் கிளை அமைப்பாளர் : ஆ.அறிவழகன், ஆதி திராவிடர் தெரு, நெய்தலூர், அன்னப்பன்பேட்டை, பாபநாசம். துணை அமைப்பாளர்கள் : (1) ஞா.உதயகுமார், பிள்ளையார் கோயில் தெரு, நெய்தலூர், அன்னப்பன்பேட்டை, பாபநாசம். (2) பு.சுரேஷ், ஆதி திராவிடர் தெரு, நெய்தலூர், அன்னப்பன் பேட்டை, பாபநாசம். (3) தெ.சக்திவேல், பிள்ளையார்கோயில் தெரு, நெய்தலூர், அன்னப்பன்பேட்டை, பாபநாசம். பாக அமைப்பாளர்கள் : பாகம் – 182 : கு.தீனதயாளன், 3/67, குடியிருப்பு தெரு, பொந்தியாகுளம், பாபநாசம், தஞ்சாவூர். பாகம் – 183 : தர்மராகவன், 22, கீழத்தெரு, காட்டுக்குறிச்சி, அன்னப்பன்பேட்டை, பாபநாசம், தஞ்சாவூர். பாகம் – 184 : ரா.மணிகண்டன், மாதாகோயில் தெரு, அன்னப்பன்பேட்டை, பாபநாசம், தஞ்சாவூர். (1141, 634, 1478, 920)
part-row: பாகம் – 165 : ர.மணிகண்டன், பிரதான சாலை, பிரம்மதேசம், திருக்கருக்காவூர், பாபநாசம், தஞ்சாவூர். (425, 561, 762, 590)
branch-block: புள்ளமங்குடி கிளை அமைப்பாளர் : ரா.ராஜகுரு, ஆதி திராவிடர் தெரு, புள்ளமங்குடி, மேலசெம்மங்குடி, பாபநாசம். துணை அமைப்பாளர்கள் : (1) சே.முத்துச்செல்வன், ஆதி திராவிடர் தெரு, புள்ளமங்குடி, மேலசெம்மங்குடி, பாபநாசம். (2) ந.குமரேசன், ஆதி திராவிடர் தெரு, புள்ளமங்குடி, மேலசெம்மங்குடி. (67, 1436, 404, 1573)
branch-block: எடக்குடி கிளை அமைப்பாளர் : அ.அரவிந்த்குமார், குடியான தெரு, எடக்குடி, கொத்தங்குடி, பாபநாசம். துணை அமைப்பாளர்கள் : (1) ரா.வெற்றிவேல், குடியான தெரு, எடக்குடி, கொத்தங்குடி, பாபநாசம். (2) ரா.மணிகண்டன், குடியான தெரு, எடக்குடி, கொத்தங்குடி, பாபநாசம். (1141, 1192, 1478, 1311)
branch-title: திருக்கருக்காவூர் வடக்கு கிளை (136, 1976, 334, 1993)
local-body-banner: அன்னப்பன்பேட்டை ஊராட்சி (1210, 353, 1409, 377)
part-organisers-head: பாக அமைப்பாளர்கள் : (1250, 795, 1369, 808)
branch-title: தென்னஞ்சோலை கிளை (873, 1297, 1030, 1313)
branch-block: ஆதி திராவிடர் தெரு கிளை அமைப்பாளர் : ஜெ.முருகேசன், 2/210, ஆதி திராவிடர் தெரு, இடையிருப்பு, பாபநாசம். துணை அமைப்பாளர்கள் : (1) ச.கோகுலகிருஷ்ணன், 5/315, ஆதி திராவிடர் தெரு, இடையிருப்பு, பாபநாசம். (2) லெவிஜய், 2/235, ஆதி திராவிடர் தெரு, இடையிருப்பு, பாபநாசம். (3) து.விக்னேஷ், 2/255, குடியான தெரு, இடையிருப்பு, பாபநாசம். (425, 1493, 762, 1629)
branch-block: தென்னஞ்சோலை கிளை அமைப்பாளர் : சே.கதிரவன், ஆற்றங்கரை தெரு, இரும்புதலை, பாபநாசம். துணை அமைப்பாளர்கள் : (1) பமணிகண்டன், 441, ஆதி திராவிடர் தெரு, இரும்புதலை, பாபநாசம். (2) ந.தேவேந்திரன், ஆற்றங்கரை தெரு, இரும்புதலை, பாபநாசம். பாக அமைப்பாளர்கள் : பாகம் – 169 : ச.வெங்கடேஸ்வரன், 33, ஆதி திராவிடர் தெரு, இரும்புதலை, பாபநாசம், தஞ்சாவூர். பாகம் – 170 : ஸ்ரீசரத்குமார், 2/91, மேல ஆதி திராவிடர் தெரு, இரும்புதலை, பாபநாசம், தஞ்சாவூர். பாகம் – 171 : மு.திவாகரன், 42, தென்னஞ்சோலை, இரும்பு தலை, பாபநாசம், தஞ்சாவூர். (783, 1295, 1120, 1546)
part-row: பாகம் – 166 : ச.குருபிரசாத், 3/407, பிரதான சாலை, திருக்கருக்காவூர், பாபநாசம், தஞ்சாவூர். (425, 597, 762, 626)
branch-title: ஆதி திராவிடர் தெரு கிளை (505, 1495, 682, 1511)
branch-block: நாகலூர் கிளை அமைப்பாளர் : தா.அமர்நாத், நாகலூர், ஒன்பத்துவேலி, பாபநாசம். துணை அமைப்பாளர்கள் : (1) ர.வினோத்குமார், நாகலூர், ஒன்பத்துவேலி, பாபநாசம். (2) மு.பரணிதரன், நாகலூர், ஒன்பத்துவேலி, பாபநாசம். பாக அமைப்பாளர்கள் : பாகம் – 163 : க.சர்வேஷ்குமார், 11, மேலத்தெரு, சங்கரம் பேட்டை, ஒன்பத்துவேலி, பாபநாசம், தஞ்சாவூர். பாகம் – 164 : மஜீஸ, 97, கல்லடி தெரு, நாகலூர், பாபநாசம், தஞ்சாவூர். (425, 1096, 762, 1311)
branch-title: மேலசெம்மங்குடி கிளை (159, 1154, 312, 1170)
branch-title: கோவத்தக்குடி கிளை –1 (873, 1587, 1030, 1604)
part-row: பாகம் – 169 : ச.வெங்கடேஸ்வரன், 33, ஆதி திராவிடர் தெரு, இரும்புதலை, பாபநாசம், தஞ்சாவூர். (783, 1441, 1120, 1470)
branch-title: திருக்கருக்காவூர் தெற்குத் தெரு கிளை (473, 132, 714, 148)
branch-title: புள்ளமங்குடி கிளை (172, 1439, 299, 1455)
branch-title: திருக்கருக்காவூர் கடைவீதி கிளை (488, 274, 699, 290)
part-row: பாகம் – 183 : தர்மராகவன், 22, கீழத்தெரு, காட்டுக்குறிச்சி, அன்னப்பன்பேட்டை, பாபநாசம், தஞ்சாவூர். (1141, 852, 1478, 881)
local-body-banner: கொத்தங்குடி ஊராட்சி (1210, 928, 1409, 953)
part-row: பாகம் – 187 : ரா.சுகுணாகரன், 10, உதாரமங்கலம், கடைகட, கொத்தங்குடி, பாபநாசம், தஞ்சாவூர். (1141, 1537, 1478, 1566)
branch-block: நெடுஞ்சேரி கிளை அமைப்பாளர் : க.ராஜேஷ்குமார், 1/22, குடியான தெரு, நெடுஞ்சேரி, இடையிருப்பு, பாபநாசம். துணை அமைப்பாளர்கள் : (1) செ.சுதர்சன், 1/29, பிரதான சாலை, நெடுஞ்சேரி, இடையிருப்பு, பாபநாசம். (2) மு.இளங்கோவன், 228/2, ஆதி திராவிடர் தெரு, நெடுஞ்சேரி, இடையிருப்பு, பாபநாசம். (3) க.சந்தனம், 4/206, குடியான தெரு, நெடுஞ்சேரி, இடையிருப்பு, பாபநாசம். (425, 1920, 762, 2074)
part-row: பாகம் – 170 : ஸ்ரீசரத்குமார், 2/91, மேல ஆதி திராவிடர் தெரு, இரும்புதலை, பாபநாசம், தஞ்சாவூர். (783, 1477, 1120, 1507)
branch-block: உச்சிமேட்டுத் தெரு கிளை அமைப்பாளர் : கு.ஜூனைத், உச்சிமேட்டுத் தெரு, அகரமாங்குடி, பாபநாசம். துணை அமைப்பாளர்கள் : (1) மு.அபிமன்யு, உச்சிமேட்டுத் தெரு, அகரமாங்குடி, பாபநாசம். (2) கா.கதிரவன், உச்சி மேட்டுத் தெரு, அகரமாங்குடி, பாபநாசம். (3) அமலேஸ்வரன், உச்சிமேட்டுத் தெரு, அகரமாங்குடி, பாபநாசம். (67, 164, 404, 300)
dateline-city: சென்னை (1258, 58, 1361, 86)
branch-title: ஆதி திராவிடர் தெரு கிளை (863, 366, 1040, 383)
branch-block: ஆதி திராவிடர் தெரு கிளை அமைப்பாளர் : பா.பரிமாபிலேஷன், ஆதி திராவிடர் தெரு, விழிதியூர், பாபநாசம். துணை அமைப்பாளர்கள் : (1) மு.வினோத், ஆதி திராவிடர் தெரு, விழிதியூர், பாபநாசம். (2) க.மணிகண்டன், ஆதி திராவிடர் தெரு, விழிதியூர், பாபநாசம். (3) சே.சரவணன், ஆதி திராவிடர் தெரு, விழிதியூர், பாபநாசம். (783, 364, 1120, 501)
branch-block: காட்டுக்குறிச்சி கிளை அமைப்பாளர் : சா.தமிழரசன், குடியிருப்பு தெரு, அன்னப்பன் பேட்டை, காட்டுக்குறிச்சி, பாபநாசம். துணை அமைப்பாளர்கள் : (1) அ.குமரேசன், கீழத்தெரு, அன்னப்பன்பேட்டை, காட்டுக்குறிச்சி, பாபநாசம். (2) க.ஜெயம், கீழத்தெரு, அன்னப்பன்பேட்டை, காட்டுக் குறிச்சி, பாபநாசம். (1141, 509, 1478, 628)
